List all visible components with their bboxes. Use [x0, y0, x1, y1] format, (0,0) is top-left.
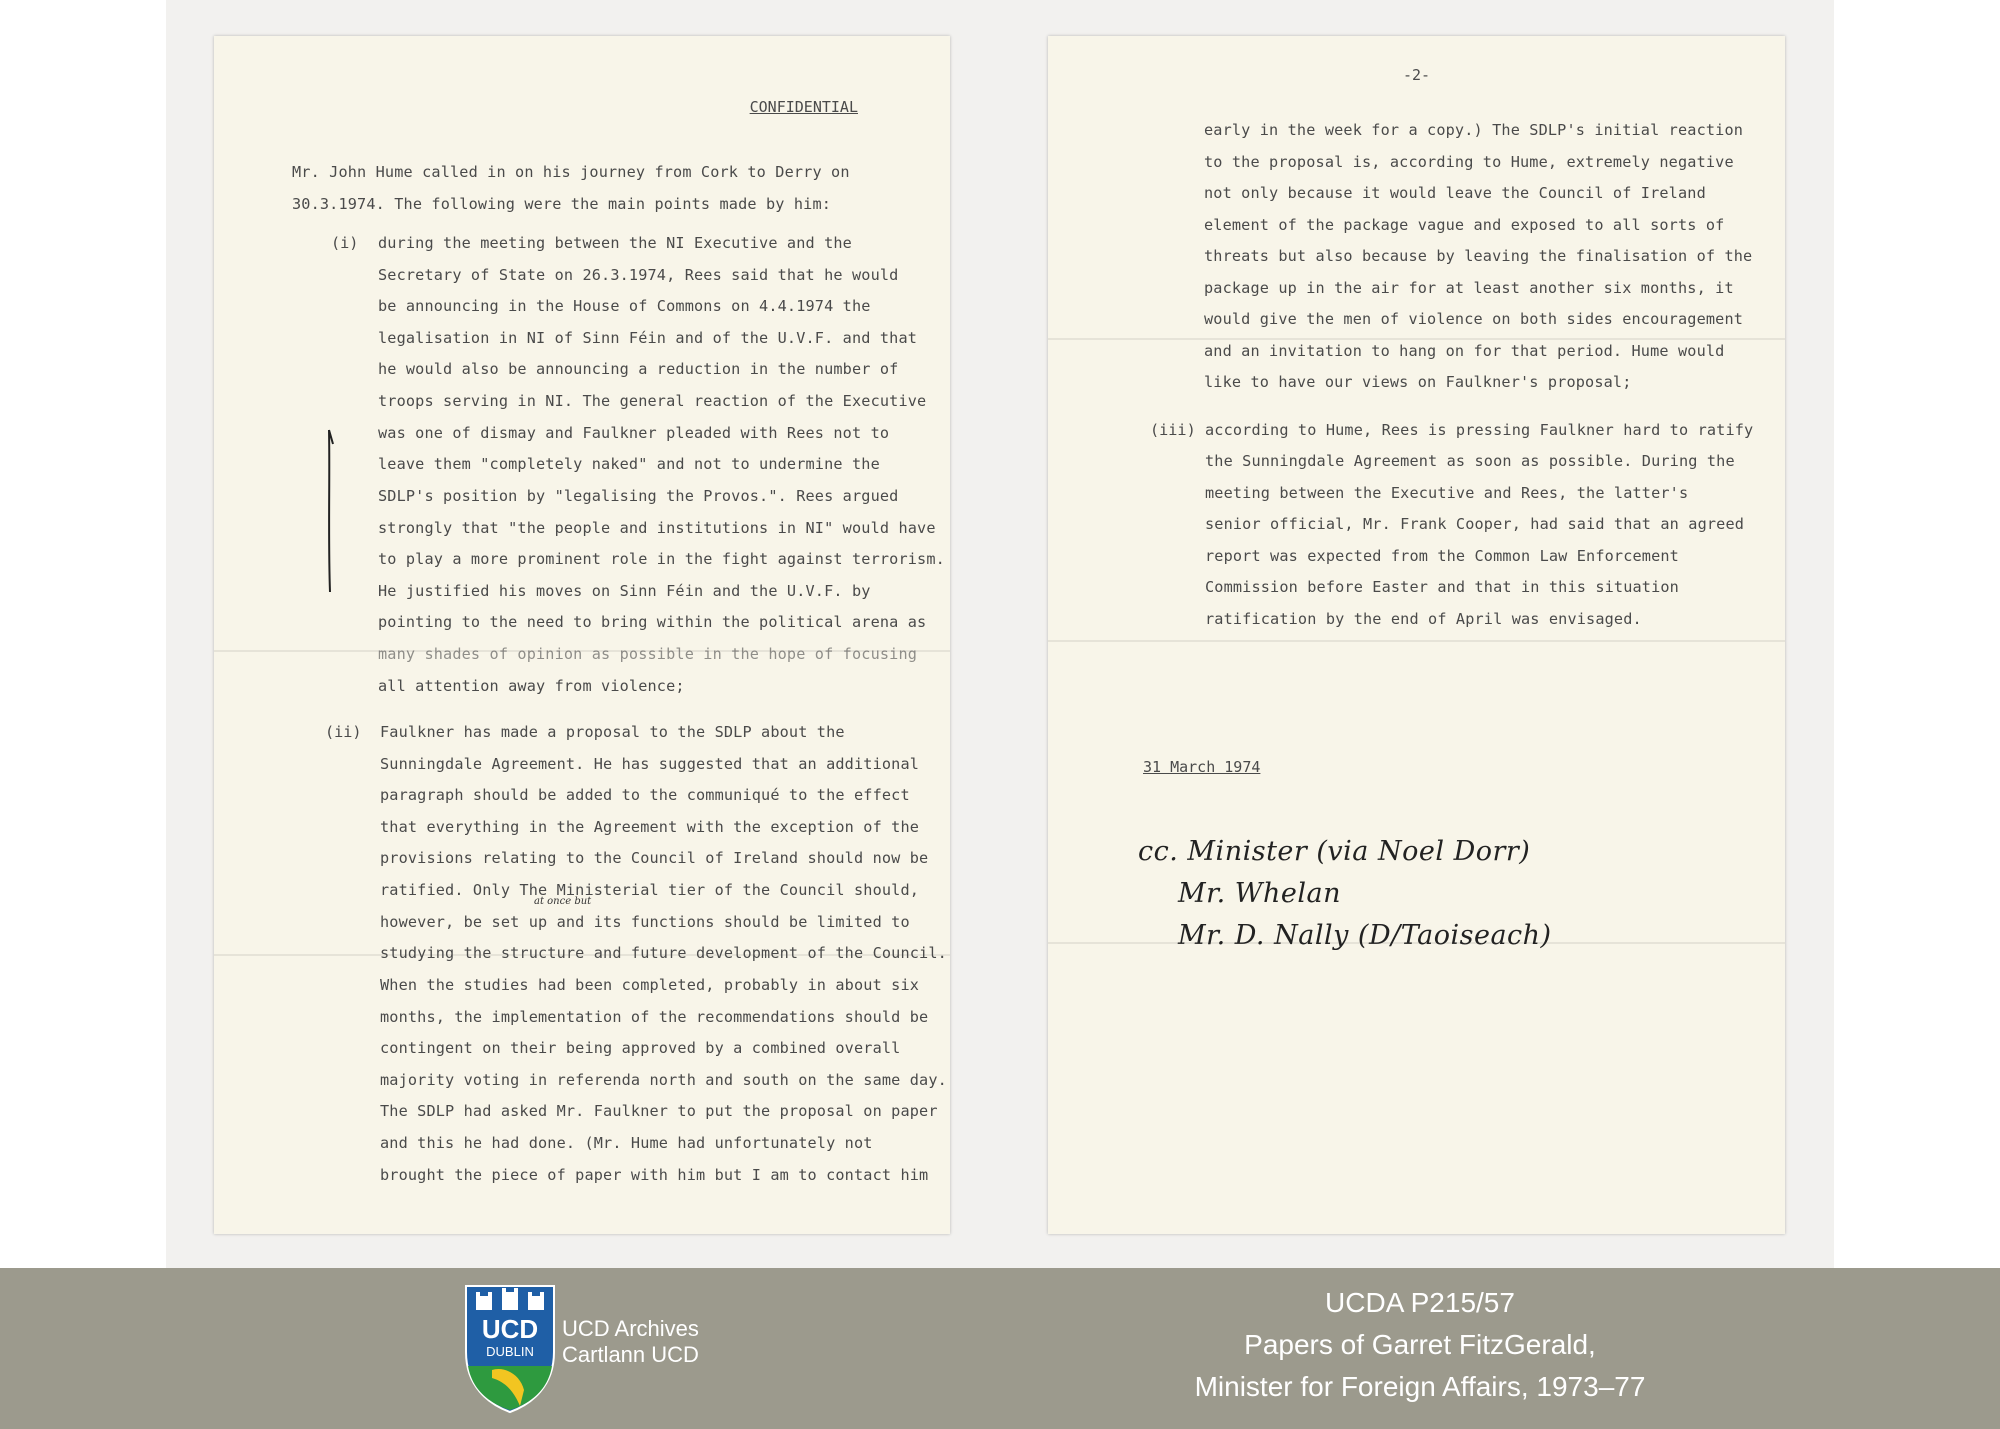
- reference-line: Papers of Garret FitzGerald,: [1244, 1329, 1596, 1360]
- text-line: to the proposal is, according to Hume, extremely negative: [1204, 153, 1734, 171]
- text-line: pointing to the need to bring within the political arena as: [378, 613, 927, 631]
- collection-reference: [1150, 1282, 1690, 1408]
- text-line: troops serving in NI. The general reaction of the Executive: [378, 392, 927, 410]
- text-line: all attention away from violence;: [378, 677, 685, 695]
- text-line: Secretary of State on 26.3.1974, Rees said that he would: [378, 266, 899, 284]
- text-line: during the meeting between the NI Executive and the: [378, 234, 852, 252]
- text-line: studying the structure and future development of the Council.: [380, 944, 947, 962]
- confidential-heading: CONFIDENTIAL: [749, 98, 858, 116]
- text-line: would give the men of violence on both sides encouragement: [1204, 310, 1744, 328]
- text-line: ratified. Only The Ministerial tier of the Council should,: [380, 881, 920, 899]
- document-page-1: [214, 36, 950, 1234]
- text-line: majority voting in referenda north and south on the same day.: [380, 1071, 947, 1089]
- text-line: was one of dismay and Faulkner pleaded with Rees not to: [378, 424, 890, 442]
- text-line: ratification by the end of April was envisaged.: [1205, 610, 1642, 628]
- page-fold: [1048, 338, 1785, 340]
- text-line: brought the piece of paper with him but I am to contact him: [380, 1166, 929, 1184]
- text-line: many shades of opinion as possible in the hope of focusing: [378, 645, 918, 663]
- page-fold: [1048, 640, 1785, 642]
- text-line: and this he had done. (Mr. Hume had unfortunately not: [380, 1134, 873, 1152]
- text-line: to play a more prominent role in the fight against terrorism.: [378, 550, 945, 568]
- intro-line: Mr. John Hume called in on his journey from Cork to Derry on: [292, 163, 850, 181]
- text-line: he would also be announcing a reduction in the number of: [378, 360, 899, 378]
- reference-line: UCDA P215/57: [1325, 1287, 1515, 1318]
- item-number: (iii): [1150, 421, 1196, 439]
- text-line: report was expected from the Common Law Enforcement: [1205, 547, 1679, 565]
- text-line: not only because it would leave the Council of Ireland: [1204, 184, 1706, 202]
- intro-line: 30.3.1974. The following were the main points made by him:: [292, 195, 832, 213]
- handwritten-cc-line: cc. Minister (via Noel Dorr): [1138, 836, 1531, 867]
- text-line: threats but also because by leaving the finalisation of the: [1204, 247, 1753, 265]
- handwritten-insertion: at once but: [534, 896, 592, 907]
- page-number: -2-: [1402, 66, 1431, 84]
- text-line: He justified his moves on Sinn Féin and the U.V.F. by: [378, 582, 871, 600]
- margin-mark: [324, 426, 336, 596]
- text-line: legalisation in NI of Sinn Féin and of the U.V.F. and that: [378, 329, 918, 347]
- text-line: element of the package vague and exposed to all sorts of: [1204, 216, 1725, 234]
- brand-name-irish: Cartlann UCD: [562, 1342, 699, 1367]
- text-line: like to have our views on Faulkner's proposal;: [1204, 373, 1632, 391]
- text-line: Faulkner has made a proposal to the SDLP about the: [380, 723, 845, 741]
- text-line: senior official, Mr. Frank Cooper, had said that an agreed: [1205, 515, 1745, 533]
- text-line: early in the week for a copy.) The SDLP's initial reaction: [1204, 121, 1744, 139]
- text-line: When the studies had been completed, probably in about six: [380, 976, 920, 994]
- text-line: The SDLP had asked Mr. Faulkner to put the proposal on paper: [380, 1102, 938, 1120]
- text-line: that everything in the Agreement with the exception of the: [380, 818, 920, 836]
- document-page-2: [1048, 36, 1785, 1234]
- text-line: and an invitation to hang on for that period. Hume would: [1204, 342, 1725, 360]
- item-number: (ii): [325, 723, 362, 741]
- text-line: package up in the air for at least another six months, it: [1204, 279, 1734, 297]
- memo-date: 31 March 1974: [1143, 758, 1261, 776]
- handwritten-cc-line: Mr. D. Nally (D/Taoiseach): [1178, 920, 1552, 951]
- text-line: Sunningdale Agreement. He has suggested that an additional: [380, 755, 920, 773]
- text-line: meeting between the Executive and Rees, the latter's: [1205, 484, 1689, 502]
- text-line: according to Hume, Rees is pressing Faulkner hard to ratify: [1205, 421, 1754, 439]
- text-line: strongly that "the people and institutions in NI" would have: [378, 519, 936, 537]
- logo-text-bottom: DUBLIN: [486, 1344, 534, 1359]
- handwritten-cc-line: Mr. Whelan: [1178, 878, 1341, 909]
- item-number: (i): [331, 234, 359, 252]
- reference-line: Minister for Foreign Affairs, 1973–77: [1194, 1371, 1646, 1402]
- text-line: however, be set up and its functions should be limited to: [380, 913, 910, 931]
- archive-footer: [0, 1268, 2000, 1429]
- logo-text-top: UCD: [481, 1314, 539, 1344]
- text-line: SDLP's position by "legalising the Provos.". Rees argued: [378, 487, 899, 505]
- text-line: leave them "completely naked" and not to undermine the: [378, 455, 880, 473]
- text-line: provisions relating to the Council of Ireland should now be: [380, 849, 929, 867]
- brand-name-english: UCD Archives: [562, 1316, 699, 1341]
- text-line: the Sunningdale Agreement as soon as possible. During the: [1205, 452, 1735, 470]
- text-line: be announcing in the House of Commons on 4.4.1974 the: [378, 297, 871, 315]
- text-line: months, the implementation of the recommendations should be: [380, 1008, 929, 1026]
- text-line: contingent on their being approved by a combined overall: [380, 1039, 901, 1057]
- text-line: Commission before Easter and that in this situation: [1205, 578, 1679, 596]
- ucd-shield-logo-icon: [462, 1282, 558, 1414]
- text-line: paragraph should be added to the communiqué to the effect: [380, 786, 910, 804]
